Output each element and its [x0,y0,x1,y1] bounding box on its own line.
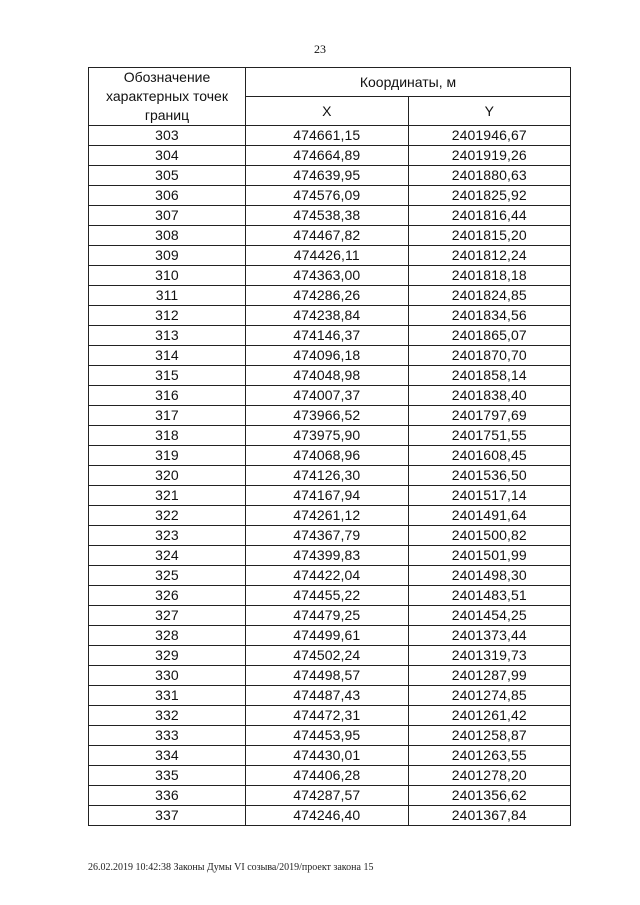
x-coordinate-cell: 474146,37 [246,326,409,346]
header-name-line-2: характерных точек [106,88,228,104]
y-coordinate-cell: 2401501,99 [408,546,571,566]
point-id-cell: 334 [89,746,246,766]
y-coordinate-cell: 2401797,69 [408,406,571,426]
table-row [89,746,571,766]
footer-stamp: 26.02.2019 10:42:38 Законы Думы VI созыва/2019/проект закона 15 [88,862,374,873]
y-coordinate-cell: 2401751,55 [408,426,571,446]
y-coordinate-cell: 2401838,40 [408,386,571,406]
point-id-cell: 326 [89,586,246,606]
point-id-cell: 320 [89,466,246,486]
y-coordinate-cell: 2401815,20 [408,226,571,246]
header-y: Y [408,97,571,126]
x-coordinate-cell: 474576,09 [246,186,409,206]
point-id-cell: 327 [89,606,246,626]
x-coordinate-cell: 474661,15 [246,126,409,146]
x-coordinate-cell: 473966,52 [246,406,409,426]
y-coordinate-cell: 2401865,07 [408,326,571,346]
y-coordinate-cell: 2401880,63 [408,166,571,186]
header-name-line-3: границ [144,107,190,123]
x-coordinate-cell: 474246,40 [246,806,409,826]
x-coordinate-cell: 474167,94 [246,486,409,506]
x-coordinate-cell: 474238,84 [246,306,409,326]
table-row [89,146,571,166]
x-coordinate-cell: 474487,43 [246,686,409,706]
point-id-cell: 329 [89,646,246,666]
y-coordinate-cell: 2401816,44 [408,206,571,226]
y-coordinate-cell: 2401536,50 [408,466,571,486]
table-row [89,546,571,566]
y-coordinate-cell: 2401274,85 [408,686,571,706]
point-id-cell: 333 [89,726,246,746]
point-id-cell: 337 [89,806,246,826]
x-coordinate-cell: 474068,96 [246,446,409,466]
x-coordinate-cell: 474498,57 [246,666,409,686]
x-coordinate-cell: 474048,98 [246,366,409,386]
header-point-designation [89,68,246,126]
y-coordinate-cell: 2401373,44 [408,626,571,646]
x-coordinate-cell: 474007,37 [246,386,409,406]
header-x: X [246,97,409,126]
y-coordinate-cell: 2401278,20 [408,766,571,786]
x-coordinate-cell: 474261,12 [246,506,409,526]
point-id-cell: 335 [89,766,246,786]
table-row [89,686,571,706]
x-coordinate-cell: 473975,90 [246,426,409,446]
x-coordinate-cell: 474467,82 [246,226,409,246]
point-id-cell: 330 [89,666,246,686]
point-id-cell: 308 [89,226,246,246]
x-coordinate-cell: 474664,89 [246,146,409,166]
table-row [89,206,571,226]
point-id-cell: 328 [89,626,246,646]
y-coordinate-cell: 2401287,99 [408,666,571,686]
y-coordinate-cell: 2401263,55 [408,746,571,766]
point-id-cell: 314 [89,346,246,366]
table-row [89,366,571,386]
table-row [89,786,571,806]
x-coordinate-cell: 474453,95 [246,726,409,746]
x-coordinate-cell: 474502,24 [246,646,409,666]
y-coordinate-cell: 2401367,84 [408,806,571,826]
table-row [89,386,571,406]
point-id-cell: 336 [89,786,246,806]
x-coordinate-cell: 474499,61 [246,626,409,646]
x-coordinate-cell: 474639,95 [246,166,409,186]
x-coordinate-cell: 474286,26 [246,286,409,306]
y-coordinate-cell: 2401946,67 [408,126,571,146]
table-row [89,646,571,666]
point-id-cell: 304 [89,146,246,166]
point-id-cell: 324 [89,546,246,566]
point-id-cell: 319 [89,446,246,466]
x-coordinate-cell: 474096,18 [246,346,409,366]
table-row [89,726,571,746]
table-row [89,346,571,366]
x-coordinate-cell: 474538,38 [246,206,409,226]
y-coordinate-cell: 2401824,85 [408,286,571,306]
table-row [89,506,571,526]
x-coordinate-cell: 474426,11 [246,246,409,266]
header-row-1 [89,68,571,97]
x-coordinate-cell: 474399,83 [246,546,409,566]
x-coordinate-cell: 474287,57 [246,786,409,806]
y-coordinate-cell: 2401261,42 [408,706,571,726]
y-coordinate-cell: 2401870,70 [408,346,571,366]
point-id-cell: 310 [89,266,246,286]
table-row [89,486,571,506]
table-row [89,186,571,206]
x-coordinate-cell: 474479,25 [246,606,409,626]
y-coordinate-cell: 2401258,87 [408,726,571,746]
table-row [89,306,571,326]
x-coordinate-cell: 474363,00 [246,266,409,286]
x-coordinate-cell: 474126,30 [246,466,409,486]
table-row [89,626,571,646]
y-coordinate-cell: 2401919,26 [408,146,571,166]
table-header [89,68,571,126]
coordinates-table [88,67,571,826]
table-row [89,286,571,306]
point-id-cell: 332 [89,706,246,726]
point-id-cell: 317 [89,406,246,426]
x-coordinate-cell: 474455,22 [246,586,409,606]
x-coordinate-cell: 474430,01 [246,746,409,766]
table-row [89,666,571,686]
y-coordinate-cell: 2401498,30 [408,566,571,586]
table-row [89,566,571,586]
x-coordinate-cell: 474367,79 [246,526,409,546]
point-id-cell: 325 [89,566,246,586]
point-id-cell: 309 [89,246,246,266]
x-coordinate-cell: 474406,28 [246,766,409,786]
table-row [89,806,571,826]
table-row [89,166,571,186]
x-coordinate-cell: 474472,31 [246,706,409,726]
table-row [89,586,571,606]
y-coordinate-cell: 2401818,18 [408,266,571,286]
point-id-cell: 303 [89,126,246,146]
table-row [89,446,571,466]
y-coordinate-cell: 2401825,92 [408,186,571,206]
y-coordinate-cell: 2401491,64 [408,506,571,526]
y-coordinate-cell: 2401319,73 [408,646,571,666]
point-id-cell: 331 [89,686,246,706]
point-id-cell: 307 [89,206,246,226]
y-coordinate-cell: 2401858,14 [408,366,571,386]
table-row [89,706,571,726]
table-row [89,326,571,346]
point-id-cell: 322 [89,506,246,526]
point-id-cell: 315 [89,366,246,386]
x-coordinate-cell: 474422,04 [246,566,409,586]
point-id-cell: 305 [89,166,246,186]
header-name-line-1: Обозначение [123,69,211,85]
table-row [89,526,571,546]
y-coordinate-cell: 2401500,82 [408,526,571,546]
table-row [89,226,571,246]
table-row [89,126,571,146]
point-id-cell: 306 [89,186,246,206]
point-id-cell: 312 [89,306,246,326]
point-id-cell: 318 [89,426,246,446]
point-id-cell: 321 [89,486,246,506]
table-row [89,766,571,786]
header-coordinates: Координаты, м [246,68,571,97]
table-row [89,606,571,626]
point-id-cell: 311 [89,286,246,306]
point-id-cell: 323 [89,526,246,546]
y-coordinate-cell: 2401356,62 [408,786,571,806]
y-coordinate-cell: 2401834,56 [408,306,571,326]
table-row [89,466,571,486]
page-number: 23 [314,42,326,56]
y-coordinate-cell: 2401454,25 [408,606,571,626]
table-row [89,426,571,446]
table-body [89,126,571,826]
table-row [89,266,571,286]
point-id-cell: 313 [89,326,246,346]
point-id-cell: 316 [89,386,246,406]
y-coordinate-cell: 2401517,14 [408,486,571,506]
y-coordinate-cell: 2401812,24 [408,246,571,266]
y-coordinate-cell: 2401608,45 [408,446,571,466]
y-coordinate-cell: 2401483,51 [408,586,571,606]
table-row [89,246,571,266]
table-row [89,406,571,426]
